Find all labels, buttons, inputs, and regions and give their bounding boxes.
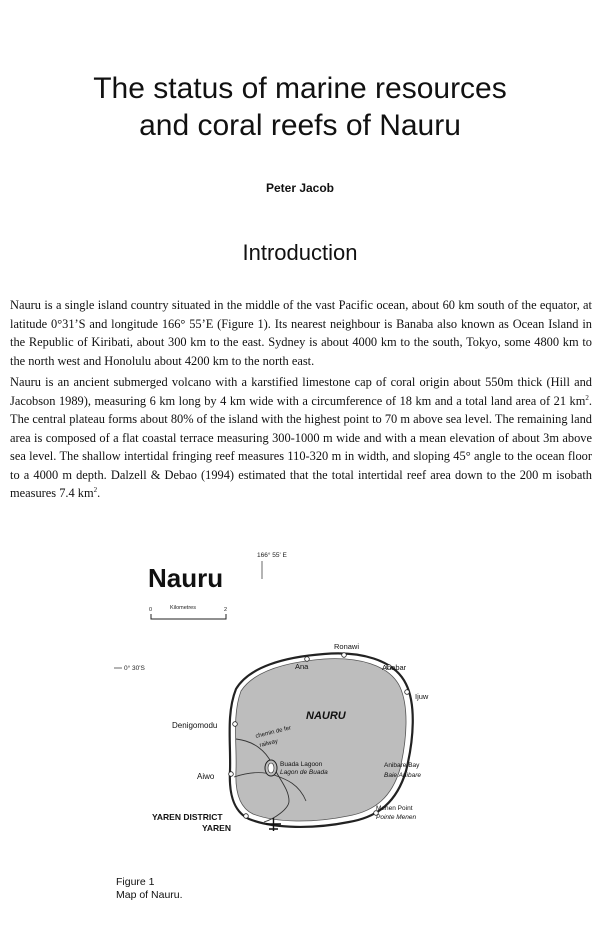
paragraph-2-part-2: . The central plateau forms about 80% of the island with the highest point to 70 m above sea level. The remaining land area is composed of a flat coastal terrace measuring 300-1000 m wide and with a mean elevation of about 3m above sea level. The shallow intertidal fringing reef measures 110-320 m in width, and sloping 45° angle to the ocean floor to a 4000 m depth. Dalzell & Debao (1994) estimated that the total intertidal reef area down to the 200 m isobath measures 7.4 km: [10, 393, 592, 500]
label-ijuw: Ijuw: [415, 692, 429, 701]
label-ronawi: Ronawi: [334, 642, 360, 651]
latitude-label: 0° 30'S: [124, 665, 145, 672]
buada-lagoon-water: [268, 763, 274, 773]
label-yaren-district: YAREN DISTRICT: [152, 812, 223, 822]
nauru-map: [114, 539, 482, 866]
section-heading: Introduction: [242, 240, 358, 265]
superscript-2b: 2: [93, 485, 98, 494]
label-anabar: Anabar: [382, 663, 407, 672]
label-menen-point: Menen Point: [376, 805, 413, 812]
scale-start: 0: [149, 607, 153, 613]
title-line-2: and coral reefs of Nauru: [139, 109, 461, 142]
label-nauru: NAURU: [306, 710, 346, 722]
label-yaren: YAREN: [202, 823, 231, 833]
label-railway-1: chemin de fer: [255, 725, 292, 740]
page-title: [0, 70, 600, 144]
map-title: Nauru: [148, 563, 224, 593]
label-anibare-bay: Anibare Bay: [384, 762, 420, 769]
label-ana: Ana: [295, 662, 309, 671]
paragraph-1: Nauru is a single island country situated in the middle of the vast Pacific ocean, about 60 km south of the equator, at latitude 0°31’S and longitude 166° 55’E (Figure 1). Its nearest neighbour is Banaba also known as Ocean Island in the Republic of Kiribati, about 300 km to the east. Sydney is about 4000 km to the south, Tokyo, some 4800 km to the north west and Honolulu about 4200 km to the north east.: [10, 298, 592, 368]
label-aiwo: Aiwo: [197, 772, 215, 781]
label-baie-anibare: Baie Anibare: [384, 772, 421, 779]
aiwo-dot: [229, 772, 234, 777]
yaren-dot: [244, 814, 249, 819]
paragraph-2-part-3: .: [97, 486, 101, 500]
ana-dot: [305, 657, 310, 662]
denigomodu-dot: [233, 722, 238, 727]
scale-label: Kilometres: [170, 605, 196, 611]
title-line-1: The status of marine resources: [93, 72, 507, 105]
label-railway-2: railway: [259, 738, 279, 749]
author-name: Peter Jacob: [265, 181, 335, 195]
ijuw-dot: [405, 690, 410, 695]
figure-caption-text: Map of Nauru.: [116, 889, 183, 901]
nauru-map-figure: [114, 539, 482, 866]
island-land: [236, 659, 407, 821]
ronawi-dot: [342, 653, 347, 658]
figure-caption: [116, 876, 183, 902]
superscript-2: 2: [585, 393, 589, 402]
longitude-label: 166° 55' E: [257, 552, 287, 559]
scale-end: 2: [224, 607, 228, 613]
scale-bar: [151, 614, 226, 619]
label-denigomodu: Denigomodu: [172, 721, 218, 730]
label-lagon-de-buada: Lagon de Buada: [280, 769, 328, 776]
label-pointe-menen: Pointe Menen: [376, 814, 417, 821]
label-buada-lagoon: Buada Lagoon: [280, 761, 323, 768]
figure-label: Figure 1: [116, 876, 155, 888]
paragraph-2: [10, 373, 592, 503]
paragraph-2-part-1: Nauru is an ancient submerged volcano with a karstified limestone cap of coral origin about 550m thick (Hill and Jacobson 1989), measuring 6 km long by 4 km wide with a circumference of 18 km and a total land area of 21 km: [10, 375, 592, 408]
